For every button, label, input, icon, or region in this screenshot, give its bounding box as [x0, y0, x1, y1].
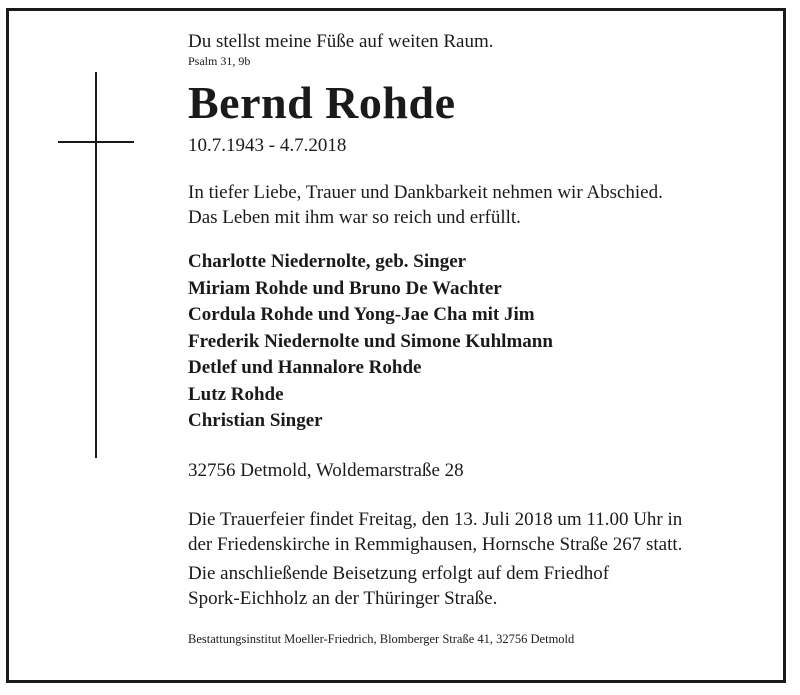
family-address: 32756 Detmold, Woldemarstraße 28 [188, 459, 464, 481]
mourner: Miriam Rohde und Bruno De Wachter [188, 277, 502, 299]
burial-info [188, 561, 778, 611]
mourner: Lutz Rohde [188, 383, 284, 405]
mourner: Frederik Niedernolte und Simone Kuhlmann [188, 330, 553, 352]
motto: Du stellst meine Füße auf weiten Raum. [188, 31, 494, 52]
cross-icon [95, 72, 97, 458]
mourner: Detlef und Hannalore Rohde [188, 357, 422, 378]
deceased-name: Bernd Rohde [188, 77, 456, 128]
obituary-content [188, 30, 778, 647]
ceremony-line: der Friedenskirche in Remmighausen, Hornsche Straße 267 statt. [188, 533, 683, 555]
life-dates: 10.7.1943 - 4.7.2018 [188, 135, 347, 156]
mourner: Cordula Rohde und Yong-Jae Cha mit Jim [188, 304, 535, 325]
mourners-list [188, 249, 778, 435]
mourner: Christian Singer [188, 410, 323, 431]
funeral-ceremony-info [188, 507, 778, 557]
cross-icon-bar [58, 141, 134, 143]
mourner: Charlotte Niedernolte, geb. Singer [188, 251, 467, 272]
verse-reference: Psalm 31, 9b [188, 54, 251, 68]
burial-line: Die anschließende Beisetzung erfolgt auf dem Friedhof [188, 562, 610, 584]
farewell-message [188, 180, 778, 230]
burial-line: Spork-Eichholz an der Thüringer Straße. [188, 587, 498, 609]
farewell-message-line: In tiefer Liebe, Trauer und Dankbarkeit nehmen wir Abschied. [188, 182, 663, 203]
ceremony-line: Die Trauerfeier findet Freitag, den 13. Juli 2018 um 11.00 Uhr in [188, 508, 683, 530]
undertaker-info: Bestattungsinstitut Moeller-Friedrich, Blomberger Straße 41, 32756 Detmold [188, 631, 575, 646]
farewell-message-line: Das Leben mit ihm war so reich und erfüllt. [188, 207, 521, 228]
